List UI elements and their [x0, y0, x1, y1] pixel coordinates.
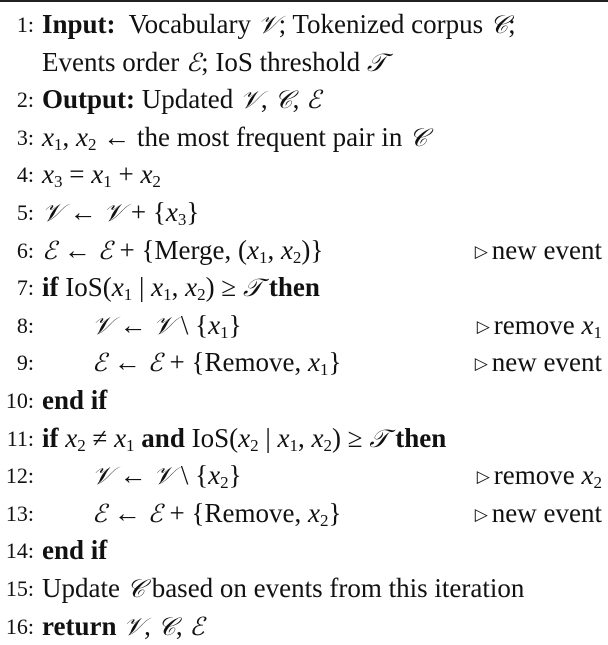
algorithm-line-1-cont: [0, 44, 608, 82]
algorithm-line-14: [0, 532, 608, 570]
line-content: [42, 382, 107, 420]
line-number: 3:: [0, 119, 34, 157]
keyword-output: Output:: [42, 84, 135, 114]
line-number: 9:: [0, 344, 34, 382]
algorithm-line-3: [0, 119, 608, 157]
line-number: 15:: [0, 570, 34, 608]
keyword-if: if: [42, 423, 59, 453]
line-comment: ▷ remove $x_1$: [477, 307, 602, 348]
line-content: if $IoS(x_1$ | $x_1$, $x_2$) ≥ 𝒯 then: [42, 269, 320, 307]
line-content: Events order ℰ; IoS threshold 𝒯: [42, 44, 386, 82]
algorithm-line-4: [0, 156, 608, 194]
line-number: 7:: [0, 269, 34, 307]
comment-triangle-icon: ▷: [477, 458, 490, 496]
line-content: Update 𝒞 based on events from this iteration: [42, 570, 524, 608]
line-number: 12:: [0, 457, 34, 495]
line-number: 2:: [0, 81, 34, 119]
line-number: 13:: [0, 495, 34, 533]
keyword-then: then: [395, 423, 446, 453]
algorithm-line-7: [0, 269, 608, 307]
algorithm-line-13: [0, 495, 608, 533]
comment-triangle-icon: ▷: [475, 233, 488, 271]
top-rule: [0, 0, 608, 2]
line-content: Output: Updated 𝒱, 𝒞, ℰ: [42, 81, 321, 119]
algorithm-line-16: [0, 608, 608, 645]
algorithm-line-15: [0, 570, 608, 608]
line-number: 11:: [0, 420, 34, 458]
line-content: ℰ ← ℰ + {Merge, ($x_1$, $x_2$)}: [42, 232, 323, 270]
keyword-if: if: [42, 272, 59, 302]
line-number: 8:: [0, 307, 34, 345]
algorithm-line-9: [0, 344, 608, 382]
line-content: return 𝒱, 𝒞, ℰ: [42, 608, 204, 645]
line-content: 𝒱 ← 𝒱 \ $\{x_2\}$: [92, 457, 242, 495]
comment-triangle-icon: ▷: [475, 345, 488, 383]
algorithm-listing: [0, 6, 608, 645]
line-content: [42, 532, 107, 570]
comment-triangle-icon: ▷: [475, 496, 488, 534]
algorithm-line-10: [0, 382, 608, 420]
keyword-and: and: [141, 423, 185, 453]
line-content: ℰ ← ℰ + {Remove, $x_2$}: [92, 495, 341, 533]
line-number: 16:: [0, 608, 34, 645]
line-content: $x_3 = x_1 + x_2$: [42, 156, 161, 194]
algorithm-line-8: [0, 307, 608, 345]
algorithm-line-11: [0, 420, 608, 458]
line-content: $x_1$, $x_2$ ← the most frequent pair in 𝒞: [42, 119, 427, 157]
line-content: Input: Vocabulary 𝒱; Tokenized corpus 𝒞;: [42, 6, 516, 44]
line-content: if $x_2 \ne x_1$ and $IoS(x_2$ | $x_1$, $x_2$) ≥ 𝒯 then: [42, 420, 446, 458]
line-number: 4:: [0, 156, 34, 194]
keyword-end-if: end if: [42, 385, 107, 415]
line-number: 5:: [0, 194, 34, 232]
line-number: 10:: [0, 382, 34, 420]
line-comment: ▷ new event: [475, 495, 602, 536]
line-comment: ▷ new event: [475, 344, 602, 385]
algorithm-line-1: [0, 6, 608, 44]
keyword-then: then: [269, 272, 320, 302]
line-content: ℰ ← ℰ + {Remove, $x_1$}: [92, 344, 341, 382]
line-number: 14:: [0, 532, 34, 570]
keyword-input: Input:: [42, 9, 116, 39]
keyword-end-if: end if: [42, 535, 107, 565]
keyword-return: return: [42, 611, 117, 641]
comment-triangle-icon: ▷: [477, 308, 490, 346]
line-number: 6:: [0, 232, 34, 270]
algorithm-line-6: [0, 232, 608, 270]
line-comment: ▷ remove $x_2$: [477, 457, 602, 498]
line-number: 1:: [0, 6, 34, 44]
line-comment: ▷ new event: [475, 232, 602, 273]
line-content: 𝒱 ← 𝒱 + $\{x_3\}$: [42, 194, 199, 232]
algorithm-line-2: [0, 81, 608, 119]
algorithm-line-12: [0, 457, 608, 495]
line-content: 𝒱 ← 𝒱 \ $\{x_1\}$: [92, 307, 242, 345]
algorithm-line-5: [0, 194, 608, 232]
